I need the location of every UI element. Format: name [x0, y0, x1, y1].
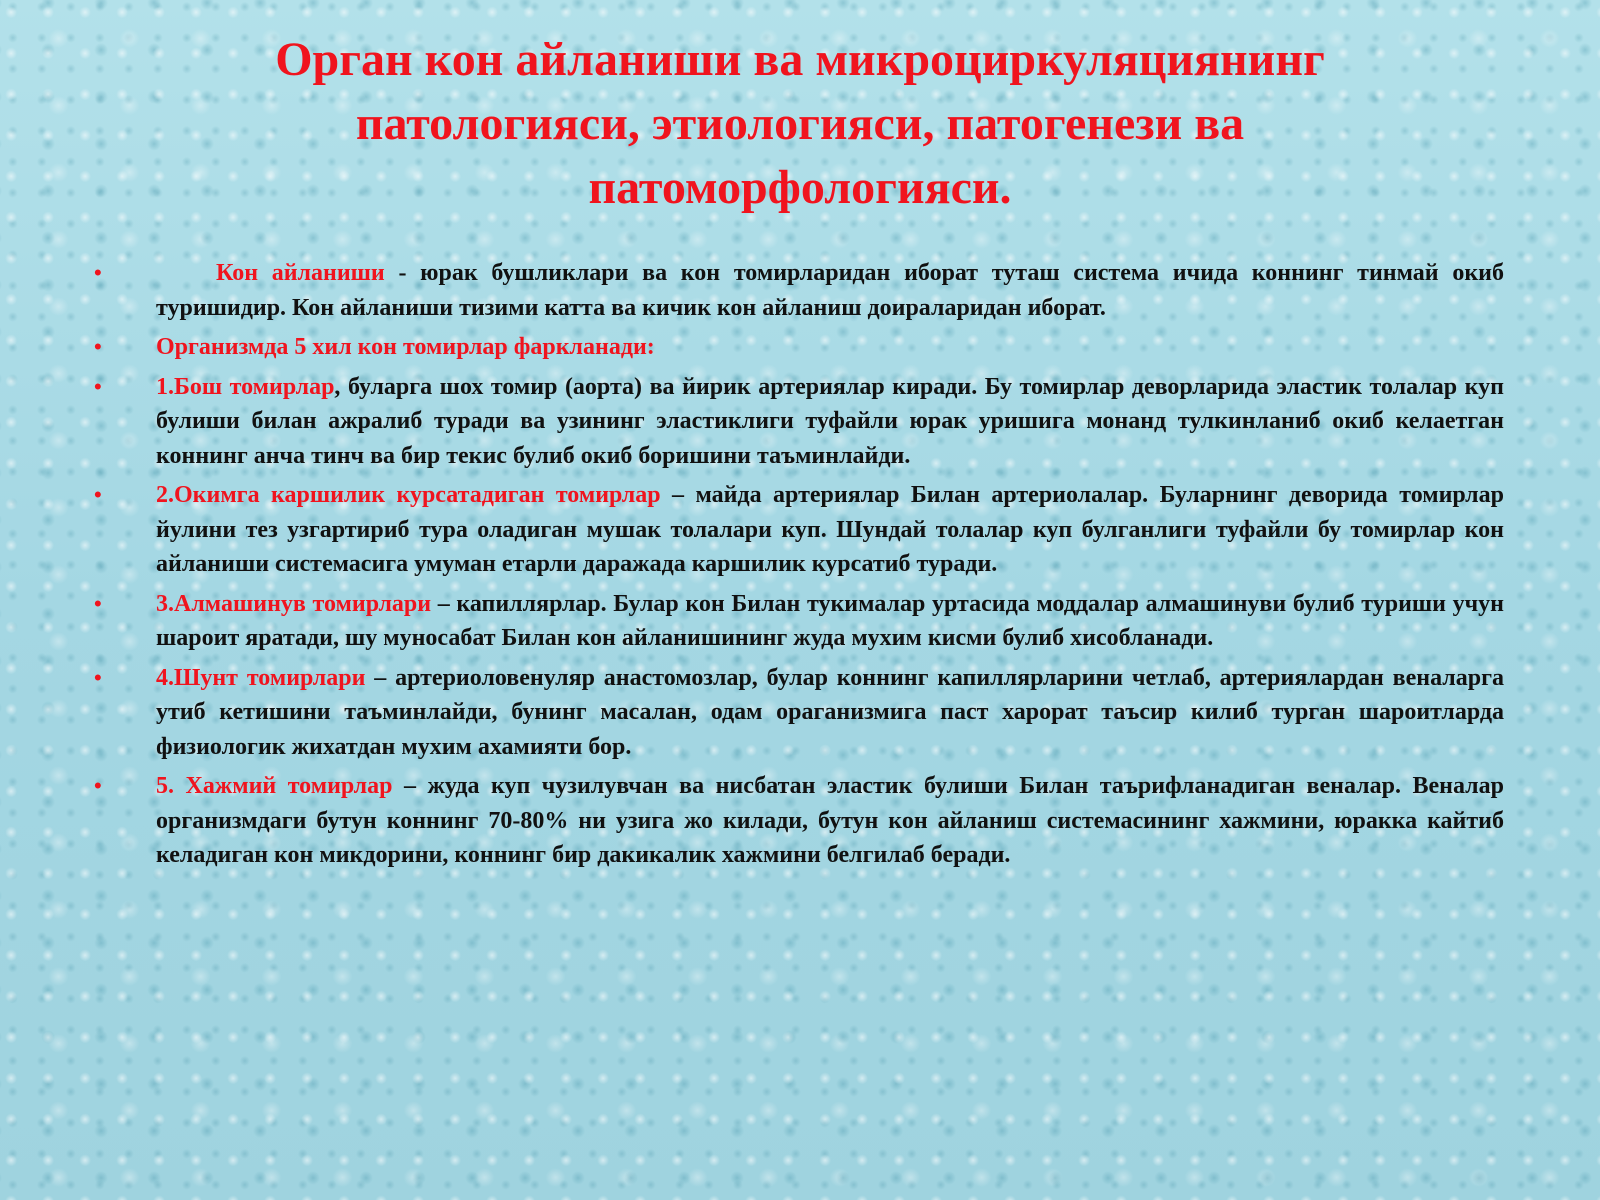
- item-text: - юрак бушликлари ва кон томирларидан иборат туташ система ичида коннинг тинмай окиб туришидир. Кон айланиши тизими катта ва кичик кон айланиш доираларидан иборат.: [156, 260, 1504, 321]
- list-item: [94, 661, 1504, 765]
- item-highlight: Организмда 5 хил кон томирлар фаркланади:: [156, 334, 655, 360]
- item-highlight: 2.Окимга каршилик курсатадиган томирлар: [156, 482, 661, 508]
- bullet-icon: •: [94, 334, 102, 359]
- bullet-icon: •: [94, 260, 102, 285]
- bullet-icon: •: [94, 773, 102, 798]
- item-text: – артериоловенуляр анастомозлар, булар коннинг капиллярларини четлаб, артериялардан веналарга утиб кетишини таъминлайди, бунинг масалан, одам ораганизмига паст харорат таъсир килиб турган шароитларда физиологик жихатдан мухим ахамияти бор.: [156, 664, 1504, 760]
- item-highlight: 4.Шунт томирлари: [156, 664, 366, 691]
- bullet-icon: •: [94, 664, 102, 690]
- item-text: – жуда куп чузилувчан ва нисбатан эластик булиши Билан таърифланадиган веналар. Веналар организмдаги бутун коннинг 70-80% ни узига жо килади, бутун кон айланиш системасининг хажмини, юракка кайтиб келадиган кон микдорини, коннинг бир дакикалик хажмини белгилаб беради.: [156, 773, 1504, 868]
- item-highlight: 1.Бош томирлар: [156, 373, 335, 400]
- item-text: – капиллярлар. Булар кон Билан тукималар уртасида моддалар алмашинуви булиб туриши учун шароит яратади, шу муносабат Билан кон айланишининг жуда мухим кисми булиб хисобланади.: [156, 590, 1504, 651]
- bullet-icon: •: [94, 482, 102, 507]
- list-item: [94, 769, 1504, 873]
- list-item: [94, 587, 1504, 656]
- list-item: [94, 370, 1504, 474]
- item-text: – майда артериялар Билан артериолалар. Буларнинг деворида томирлар йулини тез узгартириб тура оладиган мушак толалари куп. Шундай толалар куп булганлиги туфайли бу томирлар кон айланиши системасига умуман етарли даражада каршилик курсатиб туради.: [156, 482, 1504, 577]
- item-highlight: 5. Хажмий томирлар: [156, 773, 393, 799]
- slide-title: Орган кон айланиши ва микроциркуляциянинг патологияси, этиологияси, патогенези ва патоморфологияси.: [275, 33, 1325, 214]
- item-highlight: Кон айланиши: [216, 260, 385, 286]
- bullet-icon: •: [94, 590, 102, 616]
- item-highlight: 3.Алмашинув томирлари: [156, 590, 432, 617]
- list-item: [94, 478, 1504, 582]
- list-item: [94, 330, 1504, 365]
- bullet-list: [94, 256, 1504, 878]
- bullet-icon: •: [94, 373, 102, 399]
- item-text: , буларга шох томир (аорта) ва йирик артериялар киради. Бу томирлар деворларида эластик толалар куп булиши билан ажралиб туради ва узининг эластиклиги туфайли юрак уришига монанд тулкинланиб окиб келаетган коннинг анча тинч ва бир текис булиб окиб боришини таъминлайди.: [156, 373, 1504, 469]
- list-item: [94, 256, 1504, 325]
